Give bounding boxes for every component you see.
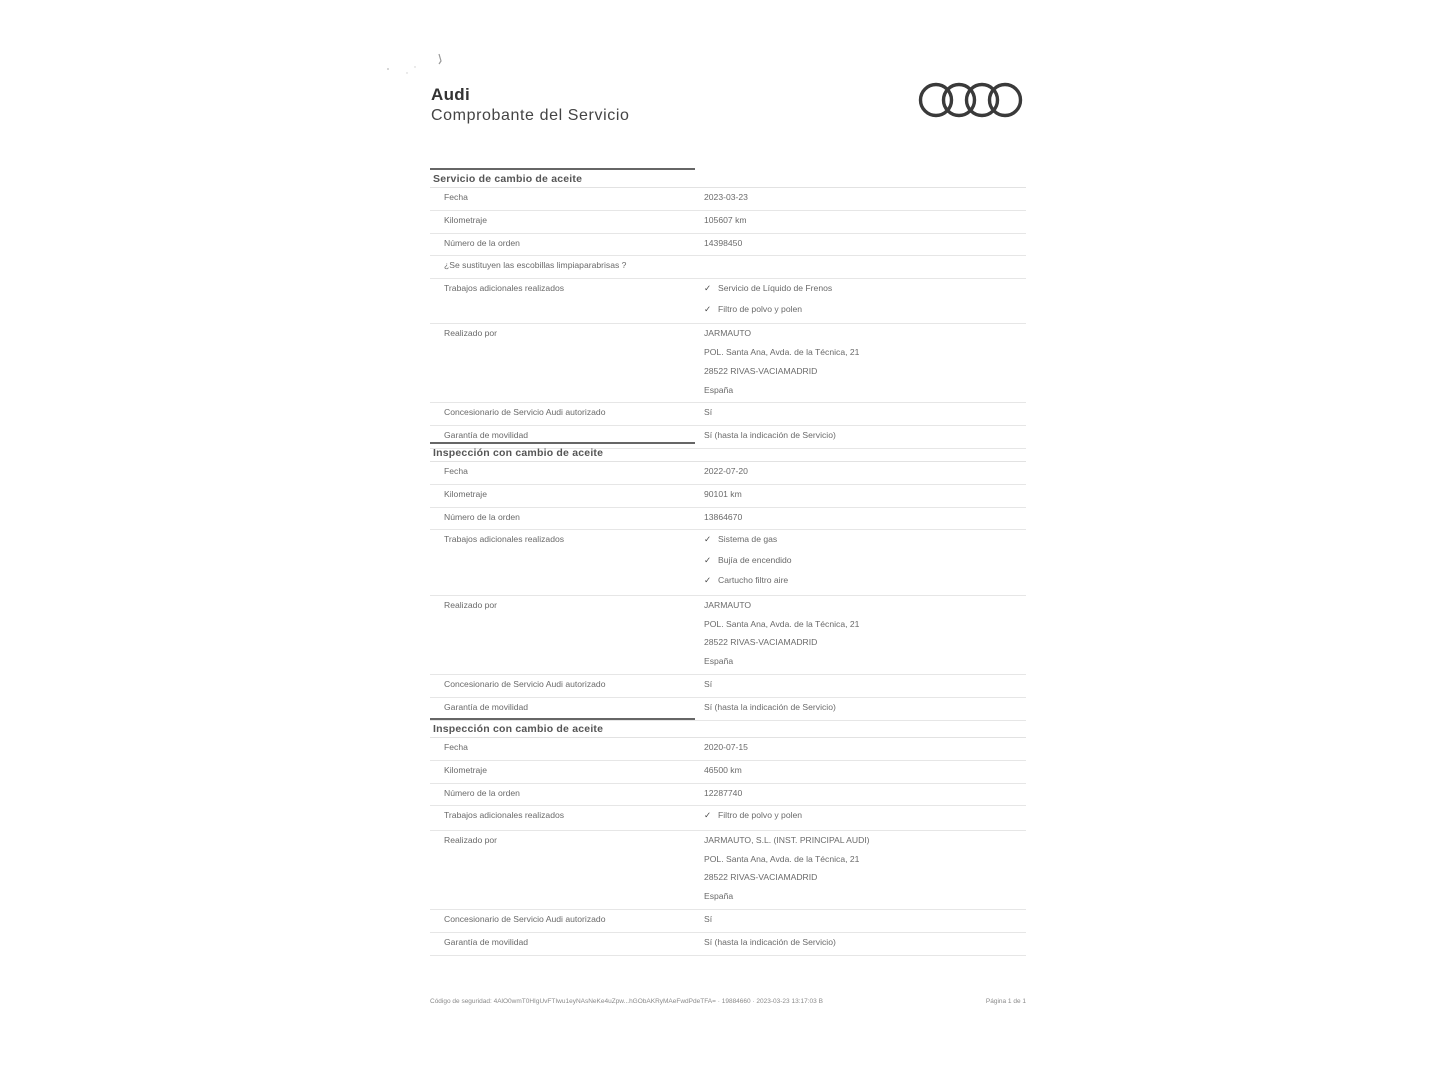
detail-row: [430, 403, 1026, 426]
detail-row: [430, 933, 1026, 956]
value-line: España: [704, 891, 734, 902]
detail-row: [430, 256, 1026, 279]
value-line: 46500 km: [704, 764, 742, 775]
value-line: 2023-03-23: [704, 192, 748, 202]
row-value: [692, 831, 1026, 909]
detail-row: [430, 910, 1026, 933]
row-value: [692, 279, 1026, 323]
additional-work-label: Cartucho filtro aire: [718, 575, 789, 586]
row-value: [692, 508, 1026, 530]
row-label: Fecha: [444, 192, 468, 202]
additional-work-label: Filtro de polvo y polen: [718, 303, 803, 314]
detail-row: [430, 530, 1026, 596]
additional-work-item: [704, 303, 1026, 324]
detail-row: [430, 831, 1026, 910]
audi-rings-logo-icon: [918, 81, 1024, 119]
additional-work-item: [704, 533, 1026, 554]
footer-page-number: Página 1 de 1: [985, 998, 1026, 1005]
row-value: [692, 530, 1026, 595]
additional-work-label: Sistema de gas: [718, 534, 778, 545]
checkmark-icon: ✓: [704, 575, 712, 586]
checkmark-icon: ✓: [704, 283, 712, 294]
value-line: 12287740: [704, 787, 743, 798]
section-title: Inspección con cambio de aceite: [430, 718, 695, 738]
detail-row: [430, 234, 1026, 257]
row-label: Número de la orden: [444, 787, 520, 798]
value-line: JARMAUTO: [704, 328, 752, 339]
row-label: Kilometraje: [444, 214, 487, 225]
detail-row: [430, 188, 1026, 211]
value-line: España: [704, 656, 734, 667]
row-label: Trabajos adicionales realizados: [444, 810, 565, 821]
row-label: Garantía de movilidad: [444, 936, 529, 947]
row-label: Realizado por: [444, 328, 498, 339]
row-value: [692, 738, 1026, 760]
row-value: [692, 324, 1026, 402]
value-line: 90101 km: [704, 488, 742, 499]
row-value: [692, 910, 1026, 932]
value-line: 105607 km: [704, 214, 747, 225]
additional-work-label: Servicio de Líquido de Frenos: [718, 283, 833, 294]
row-value: [692, 234, 1026, 256]
value-line: Sí (hasta la indicación de Servicio): [704, 701, 836, 712]
detail-row: [430, 738, 1026, 761]
document-footer: [430, 998, 1026, 1005]
value-line: 14398450: [704, 237, 743, 248]
scan-specks: [385, 50, 445, 80]
row-label: Concesionario de Servicio Audi autorizado: [444, 407, 606, 418]
document-title: Comprobante del Servicio: [431, 107, 630, 124]
footer-security-code: Código de seguridad: 4AlO0wmT0HIgUvFTIwu1eyNAsNeKe4uZpw...hGObAKRyMAeFwdPdeTFA= · 19884660 · 2023-03-23 13:17:03 B: [430, 998, 823, 1005]
value-line: POL. Santa Ana, Avda. de la Técnica, 21: [704, 853, 860, 864]
row-value: [692, 784, 1026, 806]
value-line: 2020-07-15: [704, 742, 748, 752]
service-section: [430, 718, 1026, 956]
value-line: 28522 RIVAS-VACIAMADRID: [704, 872, 818, 883]
detail-row: [430, 462, 1026, 485]
row-value: [692, 675, 1026, 697]
row-label: Garantía de movilidad: [444, 701, 529, 712]
row-value: [692, 933, 1026, 955]
additional-work-item: [704, 554, 1026, 575]
row-value: [692, 485, 1026, 507]
row-label: Trabajos adicionales realizados: [444, 534, 565, 545]
additional-work-item: [704, 809, 1026, 830]
service-section: [430, 442, 1026, 721]
detail-row: [430, 675, 1026, 698]
value-line: POL. Santa Ana, Avda. de la Técnica, 21: [704, 618, 860, 629]
detail-row: [430, 806, 1026, 831]
value-line: Sí (hasta la indicación de Servicio): [704, 430, 836, 441]
detail-row: [430, 784, 1026, 807]
row-label: Garantía de movilidad: [444, 430, 529, 441]
checkmark-icon: ✓: [704, 534, 712, 545]
row-value: [692, 211, 1026, 233]
value-line: Sí (hasta la indicación de Servicio): [704, 936, 836, 947]
detail-row: [430, 508, 1026, 531]
value-line: Sí: [704, 914, 713, 925]
checkmark-icon: ✓: [704, 810, 712, 821]
additional-work-item: [704, 282, 1026, 303]
row-label: Kilometraje: [444, 764, 487, 775]
additional-work-item: [704, 574, 1026, 595]
row-label: Realizado por: [444, 599, 498, 610]
document-header: [430, 85, 1026, 165]
service-section: [430, 168, 1026, 449]
value-line: JARMAUTO, S.L. (INST. PRINCIPAL AUDI): [704, 834, 870, 845]
row-value: [692, 188, 1026, 210]
section-title: Inspección con cambio de aceite: [430, 442, 695, 462]
detail-row: [430, 485, 1026, 508]
row-value: [692, 462, 1026, 484]
row-value: [692, 256, 1026, 278]
value-line: 28522 RIVAS-VACIAMADRID: [704, 365, 818, 376]
row-label: Kilometraje: [444, 488, 487, 499]
value-line: Sí: [704, 679, 713, 690]
service-document-page: [430, 40, 1026, 1040]
row-label: ¿Se sustituyen las escobillas limpiaparabrisas ?: [444, 260, 627, 271]
detail-row: [430, 761, 1026, 784]
row-label: Trabajos adicionales realizados: [444, 283, 565, 294]
detail-row: [430, 279, 1026, 324]
row-value: [692, 806, 1026, 830]
value-line: JARMAUTO: [704, 599, 752, 610]
checkmark-icon: ✓: [704, 303, 712, 314]
row-value: [692, 698, 1026, 720]
row-label: Fecha: [444, 742, 468, 752]
row-label: Concesionario de Servicio Audi autorizado: [444, 914, 606, 925]
detail-row: [430, 211, 1026, 234]
row-label: Número de la orden: [444, 511, 520, 522]
section-title: Servicio de cambio de aceite: [430, 168, 695, 188]
row-value: [692, 596, 1026, 674]
additional-work-label: Filtro de polvo y polen: [718, 810, 803, 821]
value-line: 13864670: [704, 511, 743, 522]
row-label: Realizado por: [444, 834, 498, 845]
checkmark-icon: ✓: [704, 554, 712, 565]
row-label: Número de la orden: [444, 237, 520, 248]
value-line: 2022-07-20: [704, 466, 748, 476]
row-label: Fecha: [444, 466, 468, 476]
value-line: España: [704, 384, 734, 395]
brand-name: Audi: [431, 85, 470, 104]
row-label: Concesionario de Servicio Audi autorizado: [444, 679, 606, 690]
detail-row: [430, 324, 1026, 403]
additional-work-label: Bujía de encendido: [718, 554, 792, 565]
row-value: [692, 761, 1026, 783]
detail-row: [430, 596, 1026, 675]
row-value: [692, 403, 1026, 425]
value-line: POL. Santa Ana, Avda. de la Técnica, 21: [704, 346, 860, 357]
value-line: 28522 RIVAS-VACIAMADRID: [704, 637, 818, 648]
value-line: Sí: [704, 407, 713, 418]
